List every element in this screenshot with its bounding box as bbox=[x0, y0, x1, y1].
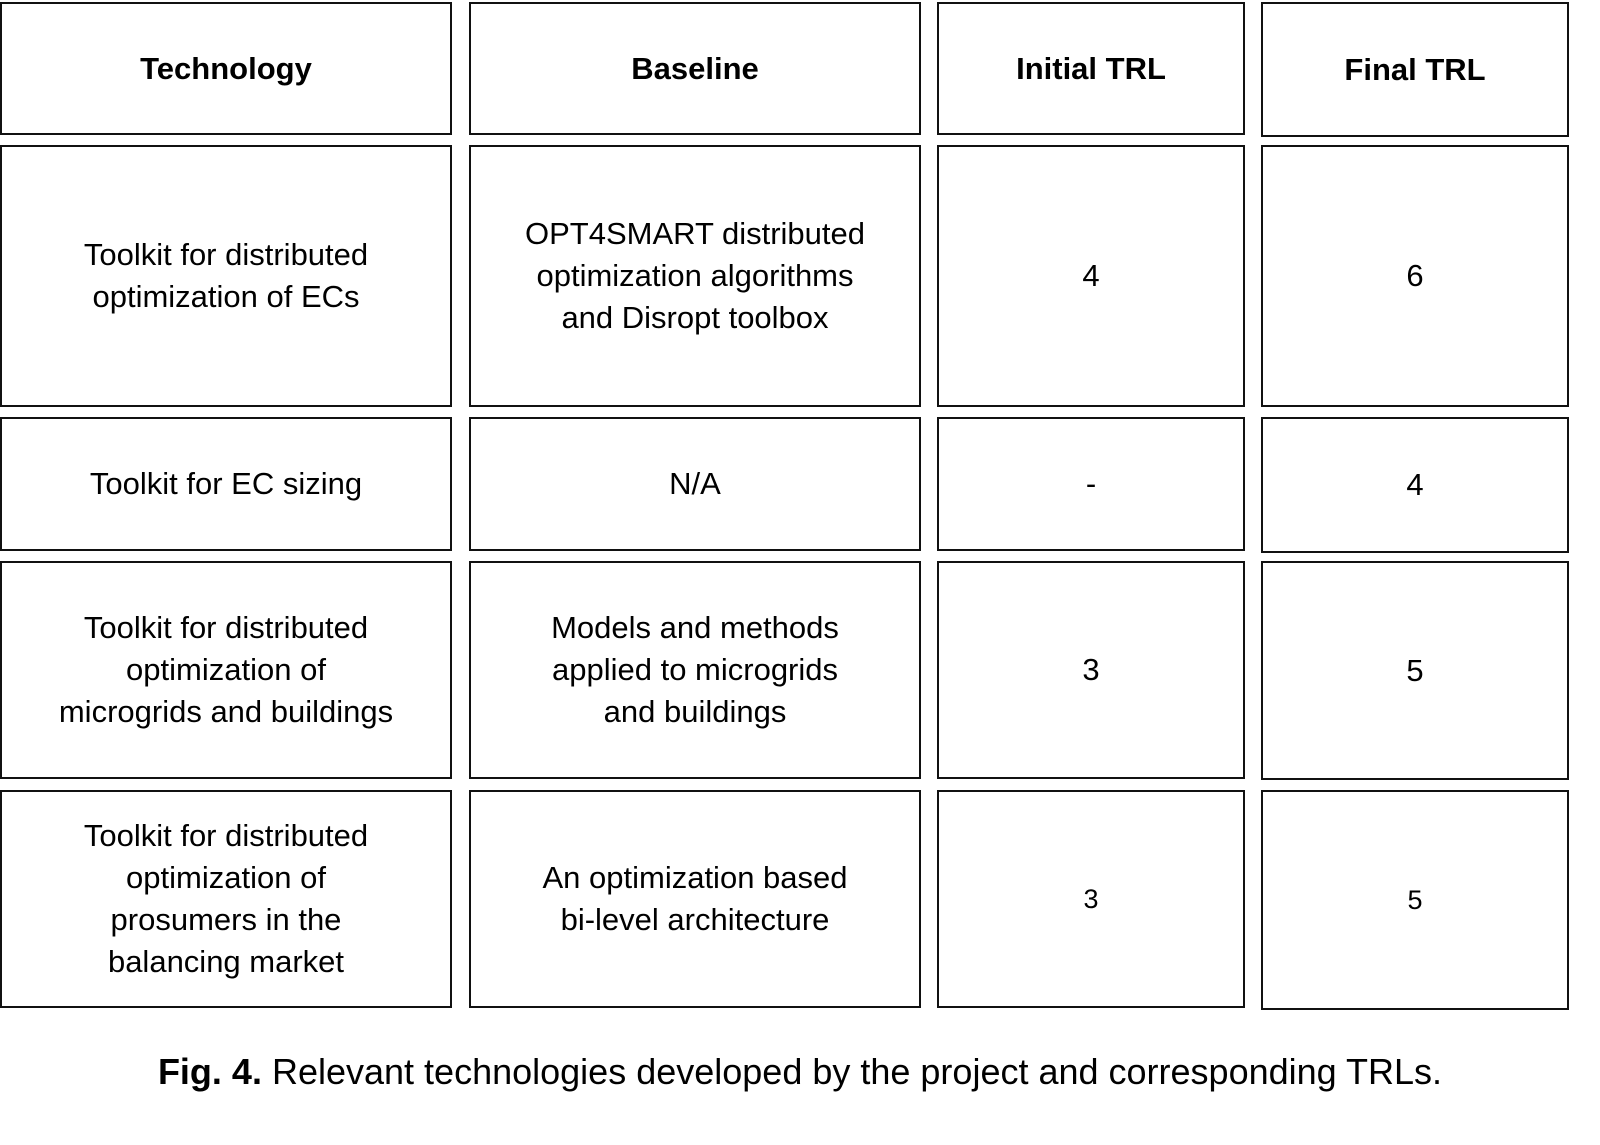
figure-caption-text: Relevant technologies developed by the project and corresponding TRLs. bbox=[261, 1051, 1443, 1092]
table-row-2-final-trl bbox=[1261, 417, 1569, 553]
header-technology bbox=[0, 2, 452, 135]
table-row-1-technology bbox=[0, 145, 452, 407]
table-row-4-final-trl bbox=[1261, 790, 1569, 1010]
final-trl-value: 4 bbox=[1406, 467, 1424, 502]
initial-trl-value: 3 bbox=[1082, 652, 1100, 687]
initial-trl-value: 3 bbox=[1083, 884, 1099, 914]
figure-label: Fig. 4. bbox=[157, 1051, 262, 1092]
table-row-2-technology bbox=[0, 417, 452, 551]
table-row-2-initial-trl bbox=[937, 417, 1245, 551]
initial-trl-value: 4 bbox=[1082, 258, 1100, 293]
table-row-4-baseline bbox=[469, 790, 921, 1008]
table-row-2-baseline bbox=[469, 417, 921, 551]
table-row-3-technology bbox=[0, 561, 452, 779]
technology-text: Toolkit for distributed optimization of microgrids and buildings bbox=[58, 610, 394, 729]
technology-text: Toolkit for distributed optimization of ECs bbox=[83, 237, 369, 314]
final-trl-value: 5 bbox=[1407, 885, 1423, 915]
table-row-4-technology bbox=[0, 790, 452, 1008]
header-final-trl-label: Final TRL bbox=[1344, 51, 1486, 87]
baseline-text: N/A bbox=[669, 466, 721, 501]
final-trl-value: 5 bbox=[1406, 652, 1424, 688]
baseline-text: An optimization based bi-level architecture bbox=[542, 860, 848, 937]
table-row-3-initial-trl bbox=[937, 561, 1245, 779]
technology-text: Toolkit for EC sizing bbox=[89, 466, 363, 501]
table-row-1-baseline bbox=[469, 145, 921, 407]
header-baseline bbox=[469, 2, 921, 135]
header-final-trl bbox=[1261, 2, 1569, 137]
table-row-3-baseline bbox=[469, 561, 921, 779]
table-row-4-initial-trl bbox=[937, 790, 1245, 1008]
table-row-1-final-trl bbox=[1261, 145, 1569, 407]
final-trl-value: 6 bbox=[1406, 258, 1424, 293]
table-row-1-initial-trl bbox=[937, 145, 1245, 407]
technology-text: Toolkit for distributed optimization of prosumers in the balancing market bbox=[83, 818, 369, 979]
header-initial-trl bbox=[937, 2, 1245, 135]
initial-trl-value: - bbox=[1085, 466, 1097, 501]
header-baseline-label: Baseline bbox=[631, 50, 759, 86]
header-technology-label: Technology bbox=[140, 50, 312, 86]
header-initial-trl-label: Initial TRL bbox=[1016, 50, 1166, 86]
baseline-text: OPT4SMART distributed optimization algorithms and Disropt toolbox bbox=[525, 216, 865, 335]
figure-caption bbox=[0, 1050, 1600, 1094]
baseline-text: Models and methods applied to microgrids and buildings bbox=[551, 610, 839, 729]
table-row-3-final-trl bbox=[1261, 561, 1569, 780]
